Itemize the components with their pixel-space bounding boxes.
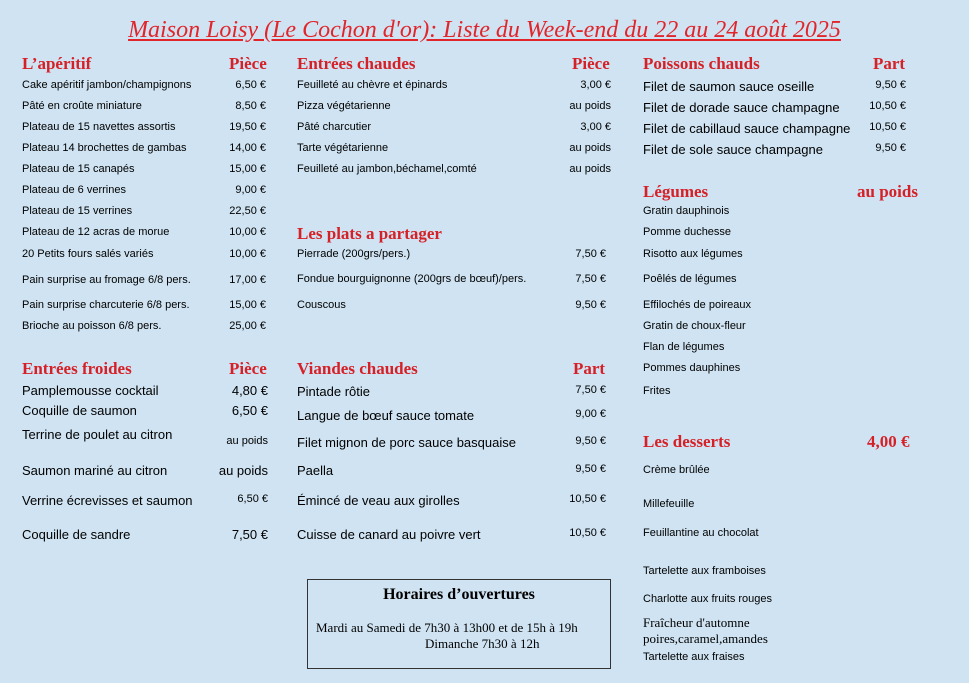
menu-item-price: 9,50 €: [875, 142, 906, 154]
menu-item-price: 9,50 €: [875, 79, 906, 91]
menu-item-name: Pommes dauphines: [643, 362, 741, 374]
menu-item-name: Frites: [643, 385, 671, 397]
menu-item-price: 6,50 €: [231, 403, 268, 418]
menu-item-price: 9,00 €: [575, 408, 606, 420]
menu-item-price: au poids: [569, 100, 611, 112]
menu-item-name: Terrine de poulet au citron: [22, 427, 173, 442]
menu-item-price: 4,80 €: [231, 383, 268, 398]
menu-item-price: 10,50 €: [569, 527, 606, 539]
menu-item-price: au poids: [218, 463, 268, 478]
menu-item-price: 7,50 €: [575, 384, 606, 396]
menu-item-name: Risotto aux légumes: [643, 248, 743, 260]
poissons-heading: Poissons chauds: [643, 54, 760, 73]
menu-item-name: Verrine écrevisses et saumon: [22, 493, 193, 508]
menu-item-price: 7,50 €: [575, 248, 606, 260]
menu-item-price: 15,00 €: [229, 299, 266, 311]
menu-item-price: 19,50 €: [229, 121, 266, 133]
menu-item-price: 8,50 €: [235, 100, 266, 112]
menu-item-name: Langue de bœuf sauce tomate: [297, 408, 475, 423]
menu-item-name: Filet de sole sauce champagne: [643, 142, 823, 157]
menu-item-name: Saumon mariné au citron: [22, 463, 168, 478]
menu-item-price: 6,50 €: [235, 79, 266, 91]
desserts-price: 4,00 €: [867, 432, 910, 451]
menu-item-name: Gratin dauphinois: [643, 205, 730, 217]
menu-item-price: 22,50 €: [229, 205, 266, 217]
menu-item-name: Feuilleté au jambon,béchamel,comté: [297, 163, 477, 175]
menu-item-price: 17,00 €: [229, 274, 266, 286]
menu-item-name: poires,caramel,amandes: [643, 631, 768, 646]
menu-item-price: 14,00 €: [229, 142, 266, 154]
viandes-unit: Part: [573, 359, 606, 378]
menu-item-name: Poêlés de légumes: [643, 273, 737, 285]
desserts-heading: Les desserts: [643, 432, 731, 451]
menu-item-price: 9,50 €: [575, 463, 606, 475]
menu-item-name: Crème brûlée: [643, 464, 710, 476]
entrees-froides-unit: Pièce: [229, 359, 267, 378]
menu-item-name: Cuisse de canard au poivre vert: [297, 527, 481, 542]
menu-item-name: Pâté charcutier: [297, 121, 371, 133]
menu-item-name: Filet mignon de porc sauce basquaise: [297, 435, 516, 450]
menu-item-name: Pain surprise charcuterie 6/8 pers.: [22, 299, 190, 311]
legumes-unit: au poids: [857, 182, 918, 201]
menu-item-name: Pain surprise au fromage 6/8 pers.: [22, 274, 191, 286]
menu-item-name: Plateau de 12 acras de morue: [22, 226, 170, 238]
menu-item-price: 3,00 €: [580, 79, 611, 91]
menu-item-price: 10,50 €: [569, 493, 606, 505]
menu-item-name: Millefeuille: [643, 498, 695, 510]
menu-item-name: Paella: [297, 463, 334, 478]
menu-item-name: Tartelette aux fraises: [643, 651, 745, 663]
opening-hours-sunday: Dimanche 7h30 à 12h: [425, 636, 540, 651]
menu-item-name: Pierrade (200grs/pers.): [297, 248, 411, 260]
menu-item-name: Fondue bourguignonne (200grs de bœuf)/pers.: [297, 273, 527, 285]
menu-item-name: Plateau de 15 canapés: [22, 163, 135, 175]
plats-partager-heading: Les plats a partager: [297, 224, 442, 243]
entrees-chaudes-heading: Entrées chaudes: [297, 54, 416, 73]
poissons-unit: Part: [873, 54, 906, 73]
menu-item-price: 10,50 €: [869, 100, 906, 112]
viandes-heading: Viandes chaudes: [297, 359, 418, 378]
entrees-froides-heading: Entrées froides: [22, 359, 132, 378]
menu-item-name: Émincé de veau aux girolles: [297, 493, 460, 508]
menu-item-price: au poids: [569, 142, 611, 154]
opening-hours-weekdays: Mardi au Samedi de 7h30 à 13h00 et de 15h à 19h: [316, 620, 578, 635]
opening-hours-box: [307, 579, 611, 669]
menu-item-price: 10,00 €: [229, 226, 266, 238]
menu-item-name: Filet de dorade sauce champagne: [643, 100, 840, 115]
menu-item-price: 15,00 €: [229, 163, 266, 175]
menu-item-name: Brioche au poisson 6/8 pers.: [22, 320, 162, 332]
menu-item-name: Pamplemousse cocktail: [22, 383, 159, 398]
menu-item-name: Couscous: [297, 299, 346, 311]
menu-item-name: Coquille de sandre: [22, 527, 131, 542]
menu-item-price: 3,00 €: [580, 121, 611, 133]
menu-item-price: 7,50 €: [575, 273, 606, 285]
menu-item-name: Pizza végétarienne: [297, 100, 391, 112]
menu-item-price: 6,50 €: [237, 493, 268, 505]
menu-item-name: Gratin de choux-fleur: [643, 320, 746, 332]
menu-item-name: Plateau de 15 navettes assortis: [22, 121, 176, 133]
menu-item-name: Cake apéritif jambon/champignons: [22, 79, 192, 91]
menu-item-name: Pâté en croûte miniature: [22, 100, 142, 112]
menu-item-name: Feuillantine au chocolat: [643, 527, 759, 539]
menu-item-name: Fraîcheur d'automne: [643, 615, 750, 630]
aperitif-heading: L’apéritif: [22, 54, 92, 73]
menu-item-name: 20 Petits fours salés variés: [22, 248, 154, 260]
menu-item-price: 25,00 €: [229, 320, 266, 332]
menu-item-name: Charlotte aux fruits rouges: [643, 593, 773, 605]
menu-item-name: Coquille de saumon: [22, 403, 137, 418]
menu-item-name: Pintade rôtie: [297, 384, 370, 399]
menu-item-name: Plateau de 6 verrines: [22, 184, 126, 196]
menu-item-name: Plateau de 15 verrines: [22, 205, 133, 217]
entrees-chaudes-unit: Pièce: [572, 54, 610, 73]
legumes-heading: Légumes: [643, 182, 709, 201]
menu-item-name: Tartelette aux framboises: [643, 565, 766, 577]
menu-item-price: au poids: [226, 435, 268, 447]
aperitif-unit: Pièce: [229, 54, 267, 73]
menu-item-price: 10,00 €: [229, 248, 266, 260]
menu-item-name: Tarte végétarienne: [297, 142, 389, 154]
menu-item-price: 9,50 €: [575, 299, 606, 311]
menu-item-name: Flan de légumes: [643, 341, 725, 353]
menu-item-price: au poids: [569, 163, 611, 175]
menu-item-name: Feuilleté au chèvre et épinards: [297, 79, 448, 91]
menu-item-price: 7,50 €: [231, 527, 268, 542]
menu-item-name: Filet de cabillaud sauce champagne: [643, 121, 851, 136]
menu-item-name: Effilochés de poireaux: [643, 299, 752, 311]
page-title: Maison Loisy (Le Cochon d'or): Liste du Week-end du 22 au 24 août 2025: [128, 17, 841, 43]
menu-item-price: 9,00 €: [235, 184, 266, 196]
menu-item-price: 10,50 €: [869, 121, 906, 133]
menu-item-name: Pomme duchesse: [643, 226, 732, 238]
menu-item-price: 9,50 €: [575, 435, 606, 447]
menu-item-name: Plateau 14 brochettes de gambas: [22, 142, 187, 154]
opening-hours-title: Horaires d’ouvertures: [383, 586, 535, 603]
menu-item-name: Filet de saumon sauce oseille: [643, 79, 815, 94]
